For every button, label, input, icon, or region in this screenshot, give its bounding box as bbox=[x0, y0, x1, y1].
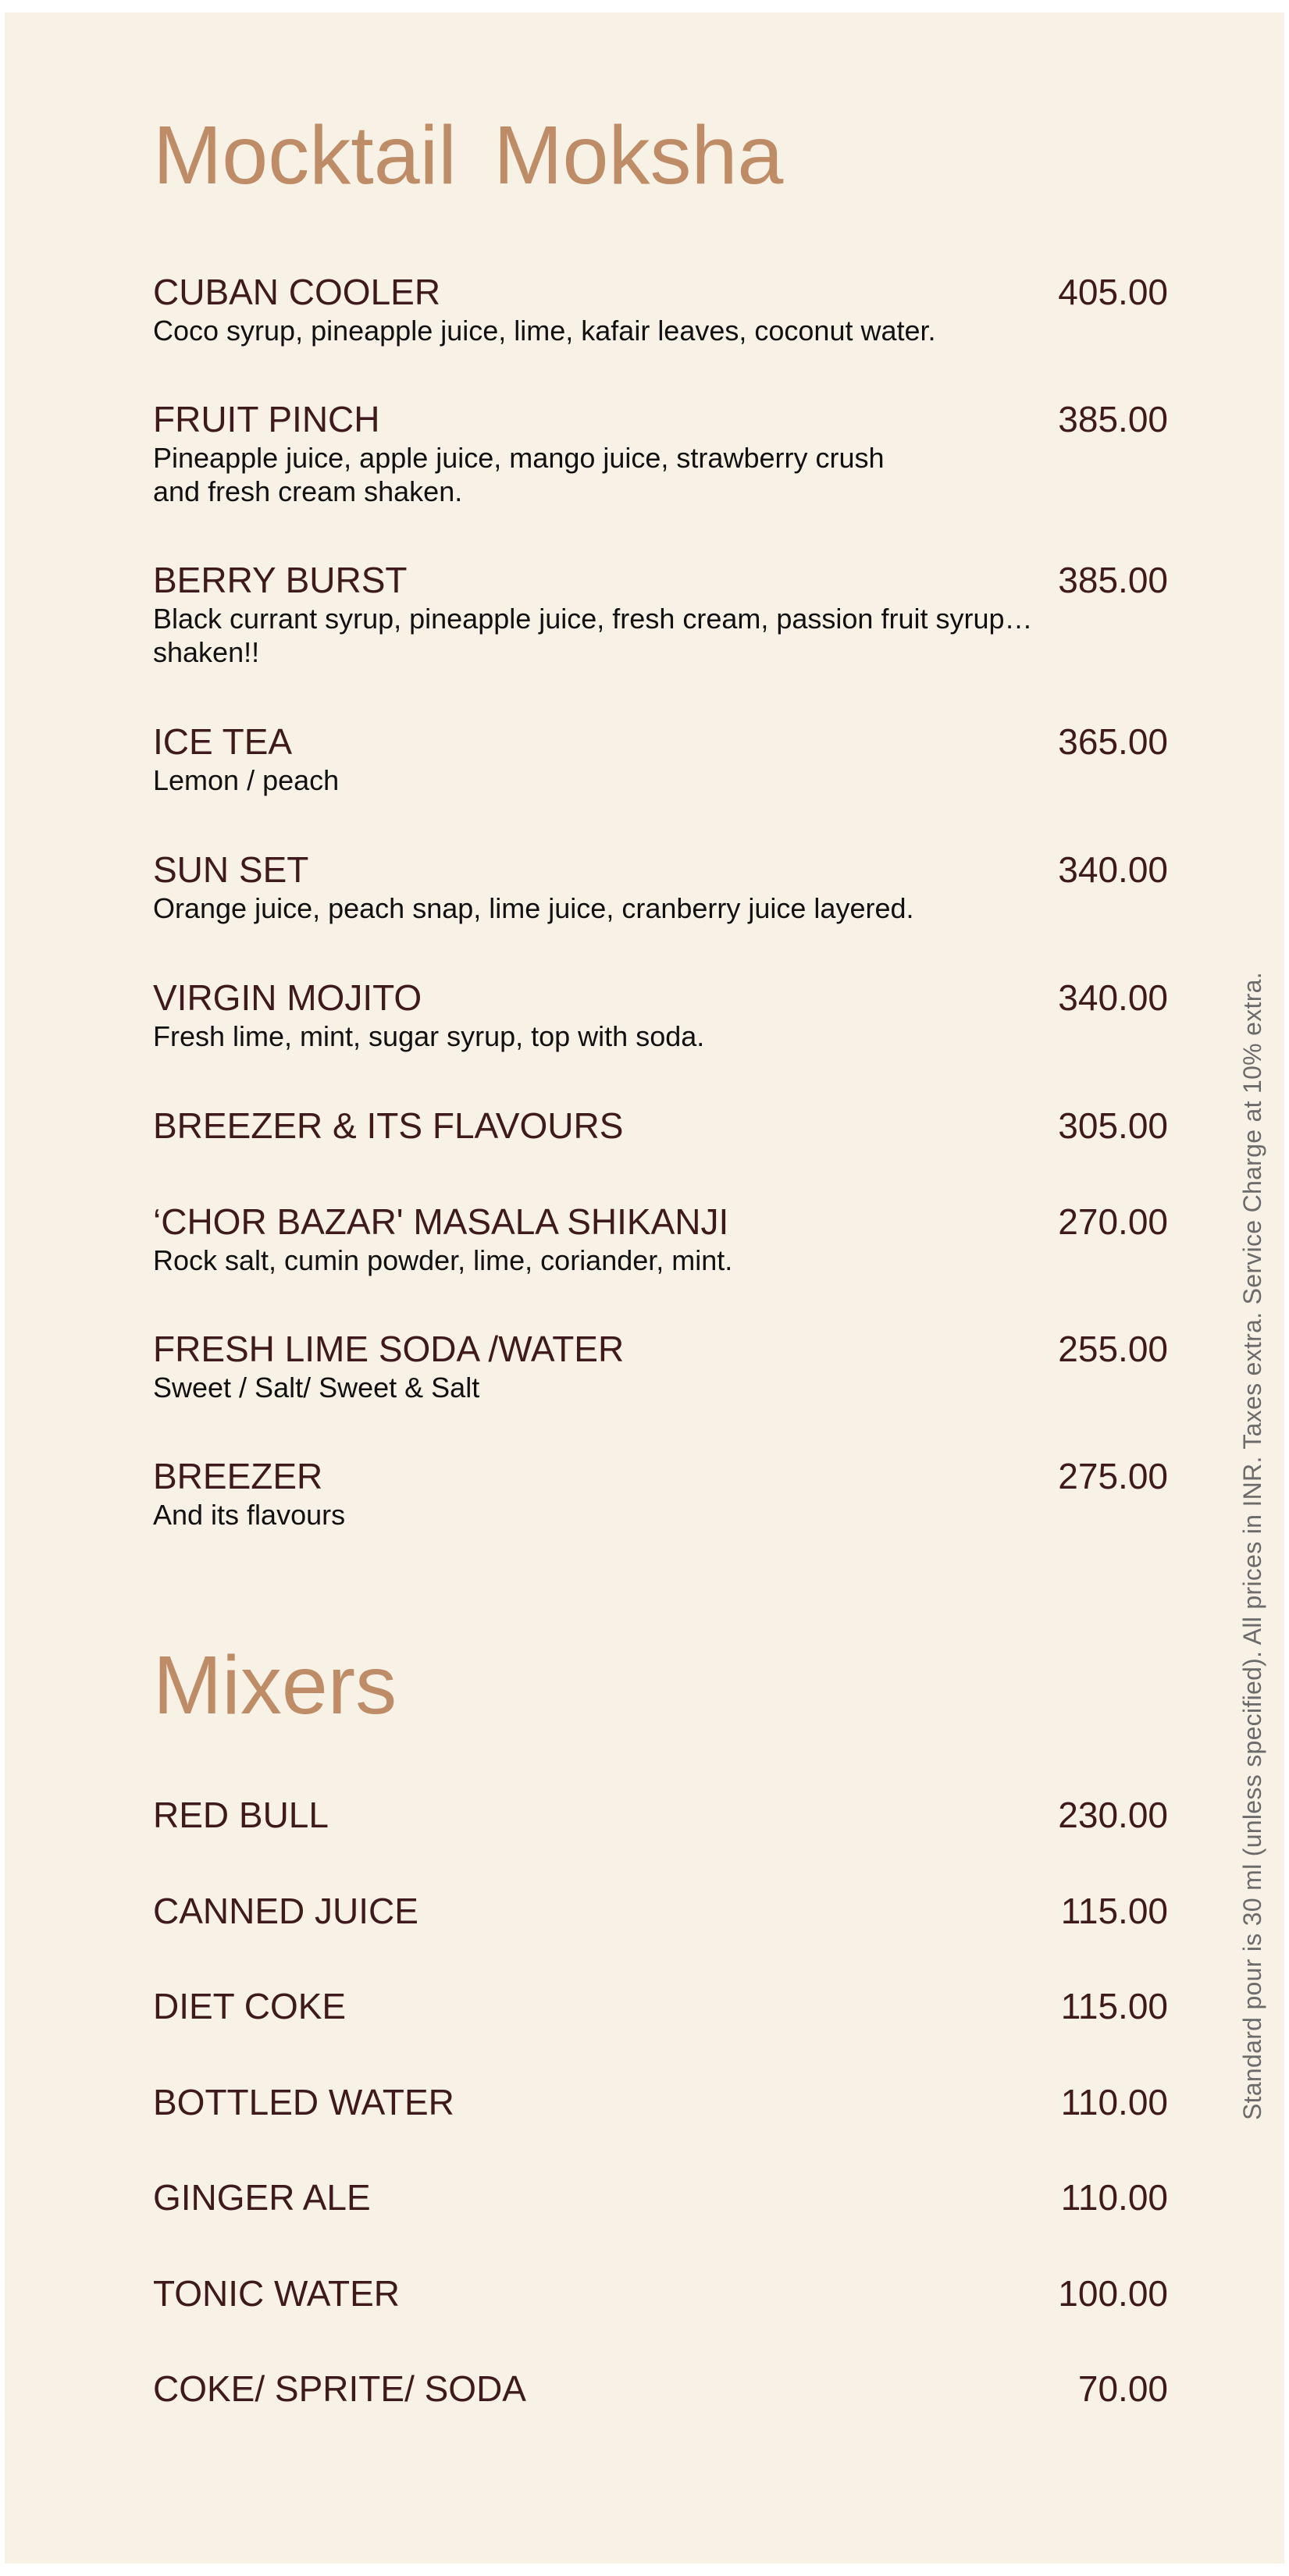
mixer-item-diet-coke bbox=[153, 1984, 1168, 2028]
item-price: 255.00 bbox=[1058, 1329, 1168, 1369]
menu-item-fruit-pinch bbox=[153, 397, 1168, 508]
item-name: ‘CHOR BAZAR' MASALA SHIKANJI bbox=[153, 1201, 729, 1242]
item-price: 340.00 bbox=[1058, 849, 1168, 890]
item-price: 100.00 bbox=[1058, 2273, 1168, 2314]
item-price: 365.00 bbox=[1058, 721, 1168, 762]
item-name: BREEZER bbox=[153, 1456, 323, 1496]
item-price: 110.00 bbox=[1060, 2082, 1168, 2122]
item-description: Lemon / peach bbox=[153, 764, 340, 796]
menu-item-breezer-flavours bbox=[153, 1104, 1168, 1147]
item-name: VIRGIN MOJITO bbox=[153, 977, 422, 1018]
mixer-item-red-bull bbox=[153, 1793, 1168, 1837]
mixer-item-bottled-water bbox=[153, 2080, 1168, 2124]
mixer-item-tonic-water bbox=[153, 2272, 1168, 2315]
item-price: 110.00 bbox=[1060, 2177, 1168, 2218]
item-price: 385.00 bbox=[1058, 560, 1168, 600]
item-description: Pineapple juice, apple juice, mango juice, strawberry crush and fresh cream shaken. bbox=[153, 442, 885, 507]
item-name: CUBAN COOLER bbox=[153, 272, 441, 312]
item-name: TONIC WATER bbox=[153, 2273, 401, 2314]
item-description: Rock salt, cumin powder, lime, coriander, mint. bbox=[153, 1244, 733, 1276]
item-price: 275.00 bbox=[1058, 1456, 1168, 1496]
mocktail-section-title: Mocktail Moksha bbox=[153, 109, 784, 201]
pricing-footnote: Standard pour is 30 ml (unless specified). All prices in INR. Taxes extra. Service Charge at 10% extra. bbox=[1238, 972, 1266, 2120]
item-name: BOTTLED WATER bbox=[153, 2082, 454, 2122]
item-name: BREEZER & ITS FLAVOURS bbox=[153, 1105, 624, 1146]
mixer-item-ginger-ale bbox=[153, 2176, 1168, 2219]
item-name: DIET COKE bbox=[153, 1986, 347, 2026]
item-price: 270.00 bbox=[1058, 1201, 1168, 1242]
item-name: COKE/ SPRITE/ SODA bbox=[153, 2368, 526, 2409]
item-price: 70.00 bbox=[1077, 2368, 1168, 2409]
item-price: 230.00 bbox=[1058, 1795, 1168, 1835]
item-description: Black currant syrup, pineapple juice, fresh cream, passion fruit syrup… shaken!! bbox=[153, 603, 1033, 668]
menu-item-breezer bbox=[153, 1454, 1168, 1532]
item-price: 385.00 bbox=[1058, 399, 1168, 439]
item-price: 405.00 bbox=[1058, 272, 1168, 312]
item-description: Orange juice, peach snap, lime juice, cranberry juice layered. bbox=[153, 892, 914, 924]
menu-item-berry-burst bbox=[153, 558, 1168, 669]
item-description: Sweet / Salt/ Sweet & Salt bbox=[153, 1372, 480, 1404]
item-price: 340.00 bbox=[1058, 977, 1168, 1018]
menu-item-ice-tea bbox=[153, 720, 1168, 797]
item-name: ICE TEA bbox=[153, 721, 293, 762]
item-description: And its flavours bbox=[153, 1499, 346, 1531]
item-price: 305.00 bbox=[1058, 1105, 1168, 1146]
item-name: RED BULL bbox=[153, 1795, 329, 1835]
menu-item-cuban-cooler bbox=[153, 270, 1168, 347]
menu-item-sun-set bbox=[153, 848, 1168, 925]
menu-item-virgin-mojito bbox=[153, 976, 1168, 1053]
mixer-item-canned-juice bbox=[153, 1889, 1168, 1933]
mixers-section-title: Mixers bbox=[153, 1639, 397, 1731]
mixer-item-coke-sprite-soda bbox=[153, 2367, 1168, 2411]
item-name: CANNED JUICE bbox=[153, 1891, 418, 1931]
item-name: BERRY BURST bbox=[153, 560, 408, 600]
item-name: GINGER ALE bbox=[153, 2177, 371, 2218]
menu-item-fresh-lime-soda bbox=[153, 1327, 1168, 1404]
item-price: 115.00 bbox=[1060, 1986, 1168, 2026]
item-description: Fresh lime, mint, sugar syrup, top with soda. bbox=[153, 1020, 705, 1052]
item-name: FRUIT PINCH bbox=[153, 399, 380, 439]
item-name: SUN SET bbox=[153, 849, 309, 890]
menu-item-masala-shikanji bbox=[153, 1200, 1168, 1277]
item-description: Coco syrup, pineapple juice, lime, kafair leaves, coconut water. bbox=[153, 315, 936, 347]
item-price: 115.00 bbox=[1060, 1891, 1168, 1931]
menu-page bbox=[5, 12, 1284, 2564]
item-name: FRESH LIME SODA /WATER bbox=[153, 1329, 625, 1369]
